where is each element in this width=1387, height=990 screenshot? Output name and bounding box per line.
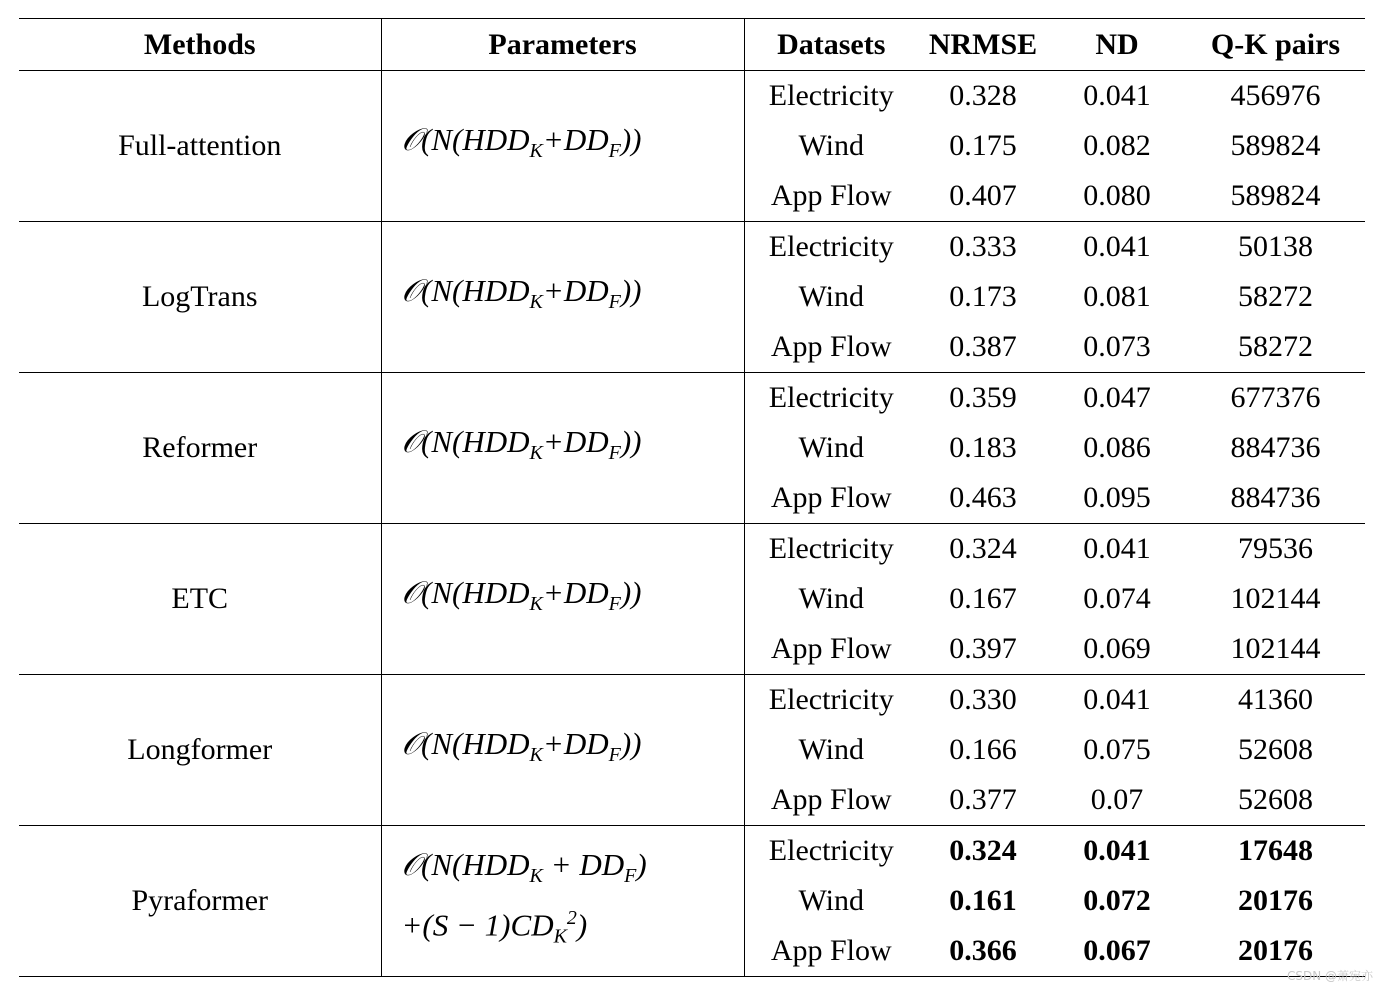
dataset-name: Wind bbox=[798, 733, 864, 766]
dataset-name: Electricity bbox=[744, 373, 918, 424]
table-row bbox=[19, 71, 1365, 122]
qk-pairs-value: 52608 bbox=[1238, 733, 1313, 766]
complexity-formula-line: $�(N(HDD_K+DD_F))$ bbox=[401, 726, 642, 767]
nd-value: 0.067 bbox=[1048, 926, 1186, 977]
qk-pairs-value: 58272 bbox=[1238, 330, 1313, 363]
qk-pairs-value: 456976 bbox=[1186, 71, 1365, 122]
method-name: Reformer bbox=[19, 373, 381, 524]
header-nrmse: NRMSE bbox=[918, 19, 1048, 71]
nd-value: 0.041 bbox=[1048, 222, 1186, 273]
dataset-name: App Flow bbox=[770, 330, 892, 363]
method-group bbox=[19, 222, 1365, 373]
nrmse-value: 0.328 bbox=[918, 71, 1048, 122]
complexity-formula-line: $�(N(HDD_K+DD_F))$ bbox=[401, 122, 642, 163]
qk-pairs-value: 17648 bbox=[1186, 826, 1365, 877]
header-datasets: Datasets bbox=[744, 19, 918, 71]
nd-value: 0.07 bbox=[1090, 783, 1144, 816]
dataset-name: Electricity bbox=[744, 675, 918, 726]
dataset-name: App Flow bbox=[770, 783, 892, 816]
watermark: CSDN @萧宛亦 bbox=[1286, 969, 1373, 983]
qk-pairs-value: 677376 bbox=[1186, 373, 1365, 424]
qk-pairs-value: 589824 bbox=[1230, 179, 1321, 212]
parameters-complexity bbox=[381, 222, 744, 373]
dataset-name: App Flow bbox=[770, 632, 892, 665]
dataset-name: Wind bbox=[798, 431, 864, 464]
qk-pairs-value: 79536 bbox=[1186, 524, 1365, 575]
nd-value: 0.072 bbox=[1083, 884, 1151, 917]
nd-value: 0.075 bbox=[1083, 733, 1151, 766]
qk-pairs-value: 20176 bbox=[1186, 926, 1365, 977]
method-group bbox=[19, 373, 1365, 524]
nrmse-value: 0.387 bbox=[949, 330, 1017, 363]
nrmse-value: 0.166 bbox=[949, 733, 1017, 766]
dataset-name: Electricity bbox=[744, 826, 918, 877]
parameters-complexity bbox=[381, 71, 744, 222]
table-row bbox=[19, 373, 1365, 424]
nd-value: 0.074 bbox=[1083, 582, 1151, 615]
nrmse-value: 0.183 bbox=[949, 431, 1017, 464]
header-row bbox=[19, 19, 1365, 71]
nrmse-value: 0.324 bbox=[918, 524, 1048, 575]
complexity-formula-line: $�(N(HDD_K+DD_F))$ bbox=[401, 575, 642, 616]
dataset-name: App Flow bbox=[770, 481, 892, 514]
dataset-name: Wind bbox=[798, 884, 864, 917]
qk-pairs-value: 50138 bbox=[1186, 222, 1365, 273]
nd-value: 0.095 bbox=[1083, 481, 1151, 514]
qk-pairs-value: 41360 bbox=[1186, 675, 1365, 726]
nrmse-value: 0.397 bbox=[949, 632, 1017, 665]
table-row bbox=[19, 222, 1365, 273]
method-name: Pyraformer bbox=[19, 826, 381, 977]
nrmse-value: 0.324 bbox=[918, 826, 1048, 877]
header-methods: Methods bbox=[19, 19, 381, 71]
qk-pairs-value: 884736 bbox=[1230, 481, 1321, 514]
dataset-name: Electricity bbox=[744, 524, 918, 575]
qk-pairs-value: 20176 bbox=[1238, 884, 1313, 917]
nrmse-value: 0.173 bbox=[949, 280, 1017, 313]
table-row bbox=[19, 524, 1365, 575]
nd-value: 0.047 bbox=[1048, 373, 1186, 424]
results-table bbox=[19, 18, 1365, 977]
parameters-complexity bbox=[381, 826, 744, 977]
complexity-formula-line: $�(N(HDD_K + DD_F)$ bbox=[401, 847, 647, 888]
method-group bbox=[19, 826, 1365, 977]
nd-value: 0.041 bbox=[1048, 71, 1186, 122]
nd-value: 0.081 bbox=[1083, 280, 1151, 313]
qk-pairs-value: 102144 bbox=[1230, 582, 1321, 615]
method-group bbox=[19, 524, 1365, 675]
nrmse-value: 0.161 bbox=[949, 884, 1017, 917]
method-name: LogTrans bbox=[19, 222, 381, 373]
dataset-name: Wind bbox=[798, 129, 864, 162]
nd-value: 0.041 bbox=[1048, 524, 1186, 575]
nd-value: 0.086 bbox=[1083, 431, 1151, 464]
parameters-complexity bbox=[381, 675, 744, 826]
method-name: Full-attention bbox=[19, 71, 381, 222]
qk-pairs-value: 58272 bbox=[1238, 280, 1313, 313]
nrmse-value: 0.366 bbox=[918, 926, 1048, 977]
nrmse-value: 0.377 bbox=[949, 783, 1017, 816]
complexity-formula-line: $+(S - 1)CD_K^2$) bbox=[401, 907, 588, 948]
nrmse-value: 0.407 bbox=[949, 179, 1017, 212]
nd-value: 0.080 bbox=[1083, 179, 1151, 212]
nrmse-value: 0.333 bbox=[918, 222, 1048, 273]
nd-value: 0.041 bbox=[1048, 826, 1186, 877]
nrmse-value: 0.359 bbox=[918, 373, 1048, 424]
dataset-name: App Flow bbox=[770, 179, 892, 212]
nd-value: 0.041 bbox=[1048, 675, 1186, 726]
nd-value: 0.069 bbox=[1083, 632, 1151, 665]
qk-pairs-value: 52608 bbox=[1238, 783, 1313, 816]
dataset-name: App Flow bbox=[744, 926, 918, 977]
nrmse-value: 0.167 bbox=[949, 582, 1017, 615]
dataset-name: Electricity bbox=[744, 71, 918, 122]
table-row bbox=[19, 675, 1365, 726]
method-name: Longformer bbox=[19, 675, 381, 826]
method-group bbox=[19, 675, 1365, 826]
nrmse-value: 0.175 bbox=[949, 129, 1017, 162]
header-qk-pairs: Q-K pairs bbox=[1186, 19, 1365, 71]
nd-value: 0.082 bbox=[1083, 129, 1151, 162]
method-group bbox=[19, 71, 1365, 222]
qk-pairs-value: 102144 bbox=[1230, 632, 1321, 665]
header-parameters: Parameters bbox=[381, 19, 744, 71]
dataset-name: Electricity bbox=[744, 222, 918, 273]
complexity-formula-line: $�(N(HDD_K+DD_F))$ bbox=[401, 424, 642, 465]
dataset-name: Wind bbox=[798, 582, 864, 615]
method-name: ETC bbox=[19, 524, 381, 675]
nrmse-value: 0.330 bbox=[918, 675, 1048, 726]
dataset-name: Wind bbox=[798, 280, 864, 313]
qk-pairs-value: 884736 bbox=[1230, 431, 1321, 464]
nrmse-value: 0.463 bbox=[949, 481, 1017, 514]
parameters-complexity bbox=[381, 524, 744, 675]
qk-pairs-value: 589824 bbox=[1230, 129, 1321, 162]
table-row bbox=[19, 826, 1365, 877]
complexity-formula-line: $�(N(HDD_K+DD_F))$ bbox=[401, 273, 642, 314]
parameters-complexity bbox=[381, 373, 744, 524]
nd-value: 0.073 bbox=[1083, 330, 1151, 363]
header-nd: ND bbox=[1048, 19, 1186, 71]
